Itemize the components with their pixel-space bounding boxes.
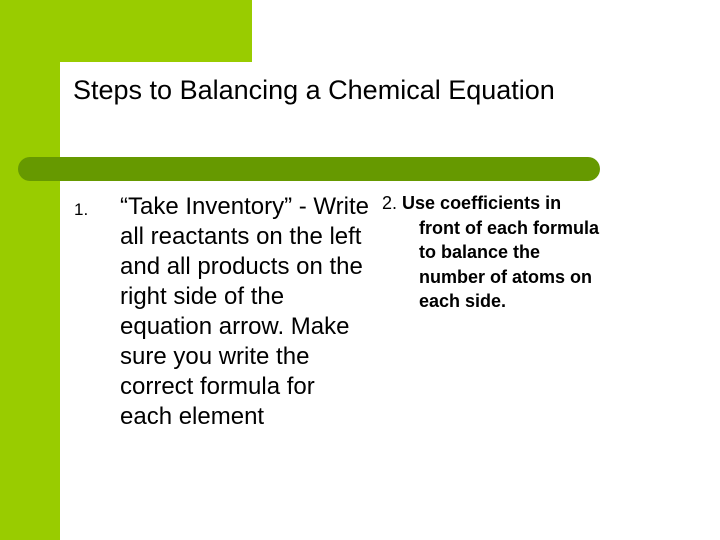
title-divider-bar: [18, 157, 600, 181]
left-accent-bar: [0, 0, 60, 540]
step-2-line-1: [382, 191, 682, 216]
step-2-line-5: each side.: [419, 291, 507, 311]
step-1-number: 1.: [74, 200, 89, 219]
step-2-line-1-text: Use coefficients in: [402, 193, 562, 213]
step-1-text: “Take Inventory” - Write all reactants on the left and all products on the right side of the equation arrow. Make sure you write the correct formula for each element: [120, 193, 369, 430]
step-2-line-3: to balance the: [419, 242, 541, 262]
step-2-line-4: number of atoms on: [419, 266, 593, 287]
slide-title: Steps to Balancing a Chemical Equation: [73, 75, 555, 105]
step-2-column: [382, 191, 682, 314]
top-accent-block: [0, 0, 252, 62]
title-box: [60, 62, 680, 158]
step-2-number: 2.: [382, 193, 398, 213]
step-2-line-2: front of each formula: [419, 217, 600, 238]
